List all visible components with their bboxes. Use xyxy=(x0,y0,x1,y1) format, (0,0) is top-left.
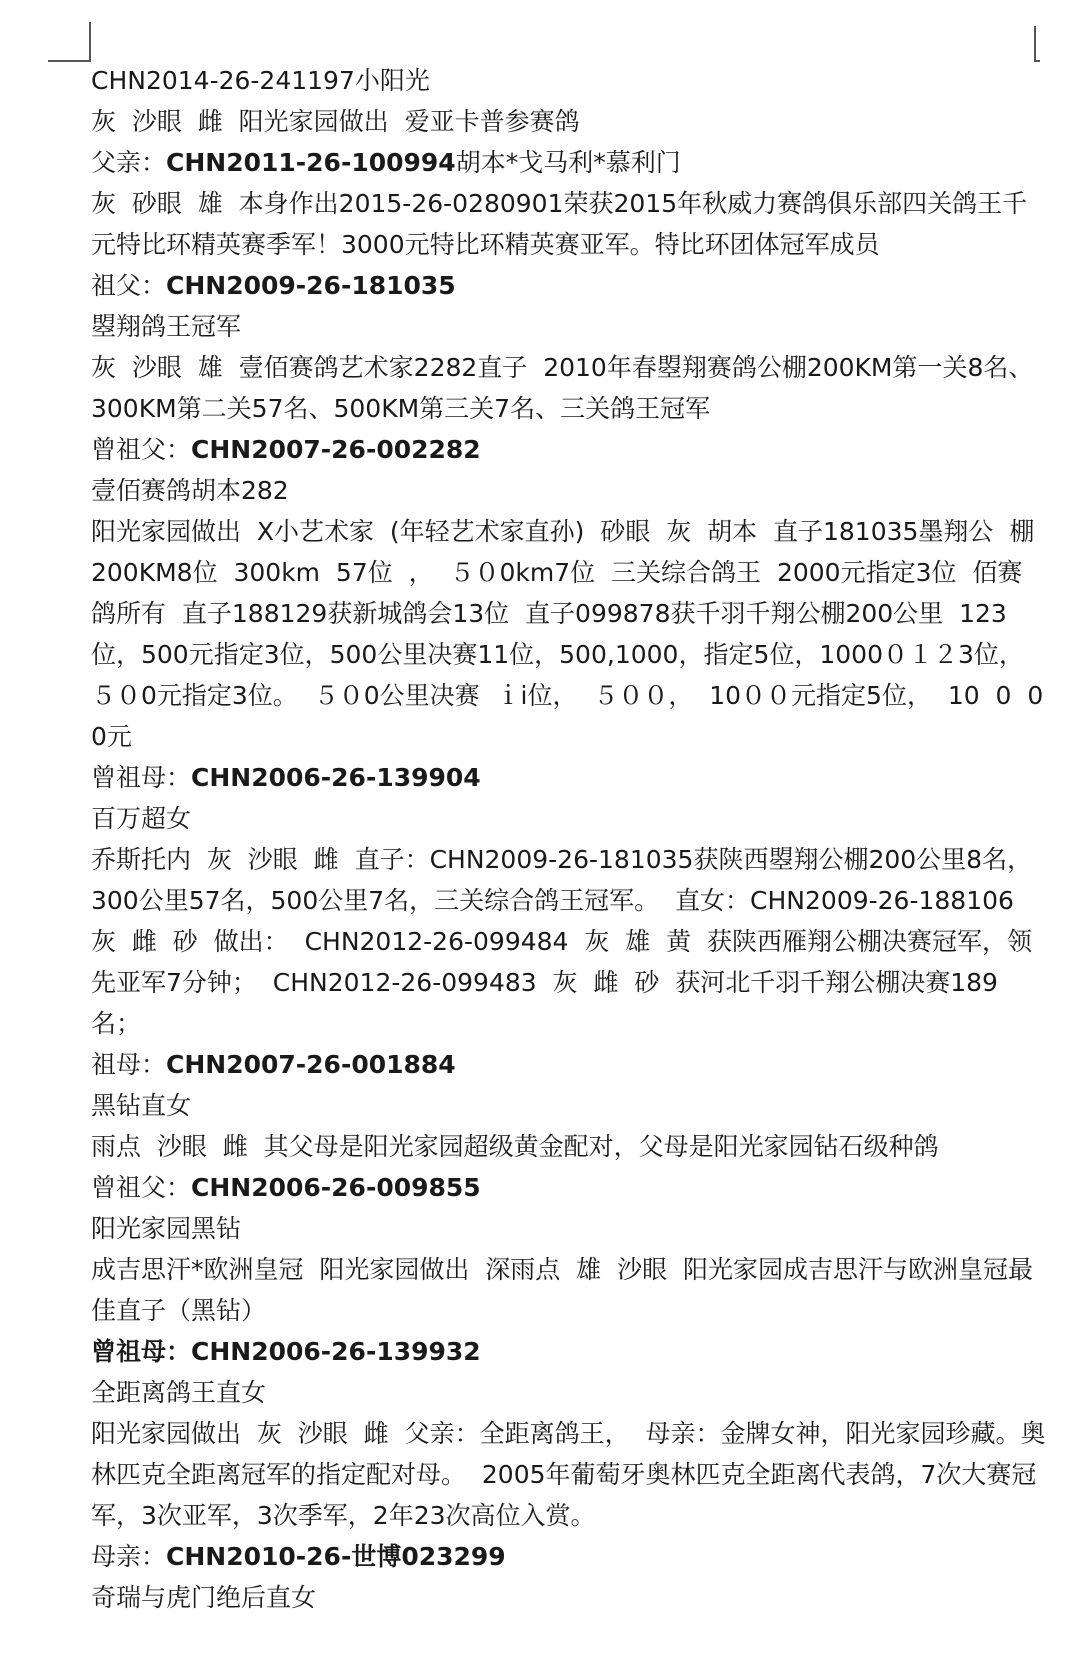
relation-label: 曾祖父： xyxy=(91,1173,192,1202)
ring-number: CHN2009-26-181035 xyxy=(166,271,456,300)
ring-number: CHN2010-26-世博023299 xyxy=(166,1542,506,1571)
text-line: 全距离鸽王直女 xyxy=(91,1378,267,1407)
text-line: 灰 沙眼 雄 壹佰赛鸽艺术家2282直子 2010年春曌翔赛鸽公棚200KM第一关8名、300KM第二关57名、500KM第三关7名、三关鸽王冠军 xyxy=(91,353,1034,423)
ring-number: CHN2007-26-002282 xyxy=(191,435,481,464)
pedigree-heading xyxy=(91,757,1046,798)
ring-number: CHN2006-26-139904 xyxy=(191,763,481,792)
text-line: 奇瑞与虎门绝后直女 xyxy=(91,1583,317,1612)
crop-mark-top-right-vertical xyxy=(1034,26,1036,60)
pedigree-heading xyxy=(91,1331,1046,1372)
relation-label: 父亲： xyxy=(91,148,167,177)
ring-number: CHN2007-26-001884 xyxy=(166,1050,456,1079)
text-line: 乔斯托内 灰 沙眼 雌 直子：CHN2009-26-181035获陕西曌翔公棚200公里8名，300公里57名，500公里7名，三关综合鸽王冠军。 直女：CHN2009-26-188106 灰 雌 砂 做出： CHN2012-26-099484 灰 雄 黄 获陕西雁翔公棚决赛冠军，领先亚军7分钟； CHN2012-26-099483 灰 雌 砂 获河北千羽千翔公棚决赛189名； xyxy=(91,845,1033,1038)
text-line: 曌翔鸽王冠军 xyxy=(91,312,242,341)
pedigree-heading xyxy=(91,1044,1046,1085)
pedigree-heading xyxy=(91,429,1046,470)
text-line: 阳光家园做出 灰 沙眼 雌 父亲：全距离鸽王， 母亲：金牌女神，阳光家园珍藏。奥林匹克全距离冠军的指定配对母。 2005年葡萄牙奥林匹克全距离代表鸽，7次大赛冠军，3次亚军，3次季军，2年23次高位入赏。 xyxy=(91,1419,1046,1530)
pedigree-heading xyxy=(91,142,1046,183)
text-line: 灰 砂眼 雄 本身作出2015-26-0280901荣获2015年秋威力赛鸽俱乐部四关鸽王千元特比环精英赛季军！3000元特比环精英赛亚军。特比环团体冠军成员 xyxy=(91,189,1028,259)
text-line: 壹佰赛鸽胡本282 xyxy=(91,476,289,505)
relation-label: 曾祖父： xyxy=(91,435,192,464)
crop-mark-top-left-horizontal xyxy=(48,60,90,62)
heading-suffix: 胡本*戈马利*慕利门 xyxy=(455,148,681,177)
text-line: 雨点 沙眼 雌 其父母是阳光家园超级黄金配对，父母是阳光家园钻石级种鸽 xyxy=(91,1132,939,1161)
relation-label: 母亲： xyxy=(91,1542,167,1571)
relation-label: 祖母： xyxy=(91,1050,167,1079)
crop-mark-top-left-vertical xyxy=(89,22,91,62)
ring-number: CHN2011-26-100994 xyxy=(166,148,456,177)
text-line: 百万超女 xyxy=(91,804,192,833)
text-line: 黑钻直女 xyxy=(91,1091,192,1120)
text-line: CHN2014-26-241197小阳光 xyxy=(91,66,430,95)
text-line: 灰 沙眼 雌 阳光家园做出 爱亚卡普参赛鸽 xyxy=(91,107,580,136)
ring-number: CHN2006-26-009855 xyxy=(191,1173,481,1202)
relation-label: 曾祖母： xyxy=(91,1337,192,1366)
text-line: 成吉思汗*欧洲皇冠 阳光家园做出 深雨点 雄 沙眼 阳光家园成吉思汗与欧洲皇冠最佳直子（黑钻） xyxy=(91,1255,1033,1325)
relation-label: 祖父： xyxy=(91,271,167,300)
pedigree-heading xyxy=(91,265,1046,306)
document-body xyxy=(91,60,1051,1618)
relation-label: 曾祖母： xyxy=(91,763,192,792)
text-line: 阳光家园做出 X小艺术家 (年轻艺术家直孙) 砂眼 灰 胡本 直子181035墨翔公 棚 200KM8位 300km 57位 ， ５０0km7位 三关综合鸽王 2000元指定3位 佰赛鸽所有 直子188129获新城鸽会13位 直子099878获千羽千翔公棚200公里 123位，500元指定3位，500公里决赛11位，500,1000，指定5位，1000０１２3位， ５０0元指定3位。 ５０0公里决赛 ｉi位， ５００， 10００元指定5位， 10 0 00元 xyxy=(91,517,1051,751)
pedigree-heading xyxy=(91,1167,1046,1208)
text-line: 阳光家园黑钻 xyxy=(91,1214,242,1243)
ring-number: CHN2006-26-139932 xyxy=(191,1337,481,1366)
pedigree-heading xyxy=(91,1536,1046,1577)
